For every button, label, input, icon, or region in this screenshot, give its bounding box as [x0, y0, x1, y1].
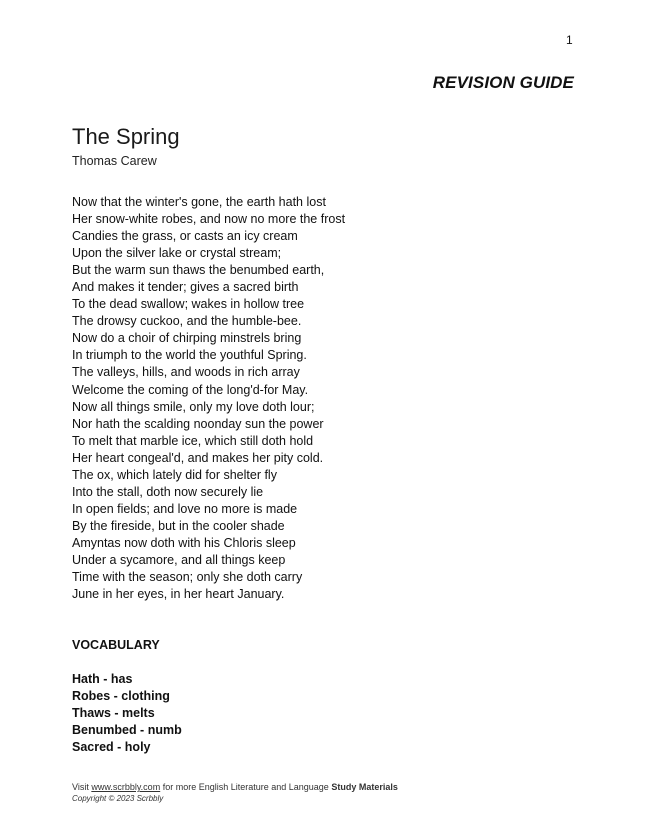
- page-number: 1: [566, 33, 573, 47]
- footer-middle-text: for more English Literature and Language: [160, 782, 332, 792]
- vocabulary-item: Thaws - melts: [72, 706, 155, 720]
- poem-title: The Spring: [72, 124, 180, 149]
- vocabulary-item: Hath - has: [72, 672, 133, 686]
- vocabulary-item: Sacred - holy: [72, 740, 151, 754]
- vocabulary-item: Benumbed - numb: [72, 723, 182, 737]
- poem-line: Into the stall, doth now securely lie: [72, 484, 264, 499]
- poem-line: To the dead swallow; wakes in hollow tree: [72, 297, 305, 312]
- poem-line: The ox, which lately did for shelter fly: [72, 467, 277, 482]
- footer: [72, 781, 398, 805]
- poem-line: Her heart congeal'd, and makes her pity cold.: [72, 450, 324, 465]
- poem-line: Now do a choir of chirping minstrels bring: [72, 331, 302, 346]
- poem-line: Nor hath the scalding noonday sun the power: [72, 416, 324, 431]
- poem-line: In triumph to the world the youthful Spring.: [72, 348, 307, 363]
- poem-line: The valleys, hills, and woods in rich array: [72, 365, 300, 380]
- footer-copyright: Copyright © 2023 Scrbbly: [72, 794, 164, 803]
- poem-line: Under a sycamore, and all things keep: [72, 552, 286, 567]
- poem-line: Candies the grass, or casts an icy cream: [72, 229, 298, 244]
- poem-line: Now all things smile, only my love doth lour;: [72, 399, 315, 414]
- poem-line: To melt that marble ice, which still doth hold: [72, 433, 314, 448]
- vocabulary-list: [72, 671, 182, 756]
- poem-author: Thomas Carew: [72, 154, 157, 168]
- footer-website-link[interactable]: www.scrbbly.com: [91, 782, 161, 792]
- poem-line: By the fireside, but in the cooler shade: [72, 518, 285, 533]
- poem-line: Upon the silver lake or crystal stream;: [72, 246, 282, 261]
- poem-line: But the warm sun thaws the benumbed earth,: [72, 263, 325, 278]
- poem-body: [72, 194, 345, 603]
- vocabulary-heading: VOCABULARY: [72, 638, 160, 652]
- poem-line: Welcome the coming of the long'd-for May.: [72, 382, 309, 397]
- poem-line: Her snow-white robes, and now no more the frost: [72, 212, 346, 227]
- footer-promo: [72, 781, 398, 793]
- poem-line: And makes it tender; gives a sacred birth: [72, 280, 299, 295]
- poem-line: June in her eyes, in her heart January.: [72, 587, 285, 602]
- footer-study-materials: Study Materials: [331, 782, 398, 792]
- vocabulary-item: Robes - clothing: [72, 689, 170, 703]
- guide-title: REVISION GUIDE: [432, 73, 574, 92]
- poem-line: Amyntas now doth with his Chloris sleep: [72, 535, 296, 550]
- poem-line: The drowsy cuckoo, and the humble-bee.: [72, 314, 302, 329]
- poem-line: Time with the season; only she doth carry: [72, 570, 303, 585]
- poem-line: Now that the winter's gone, the earth hath lost: [72, 195, 326, 209]
- poem-line: In open fields; and love no more is made: [72, 501, 298, 516]
- footer-visit-text: Visit: [72, 782, 92, 792]
